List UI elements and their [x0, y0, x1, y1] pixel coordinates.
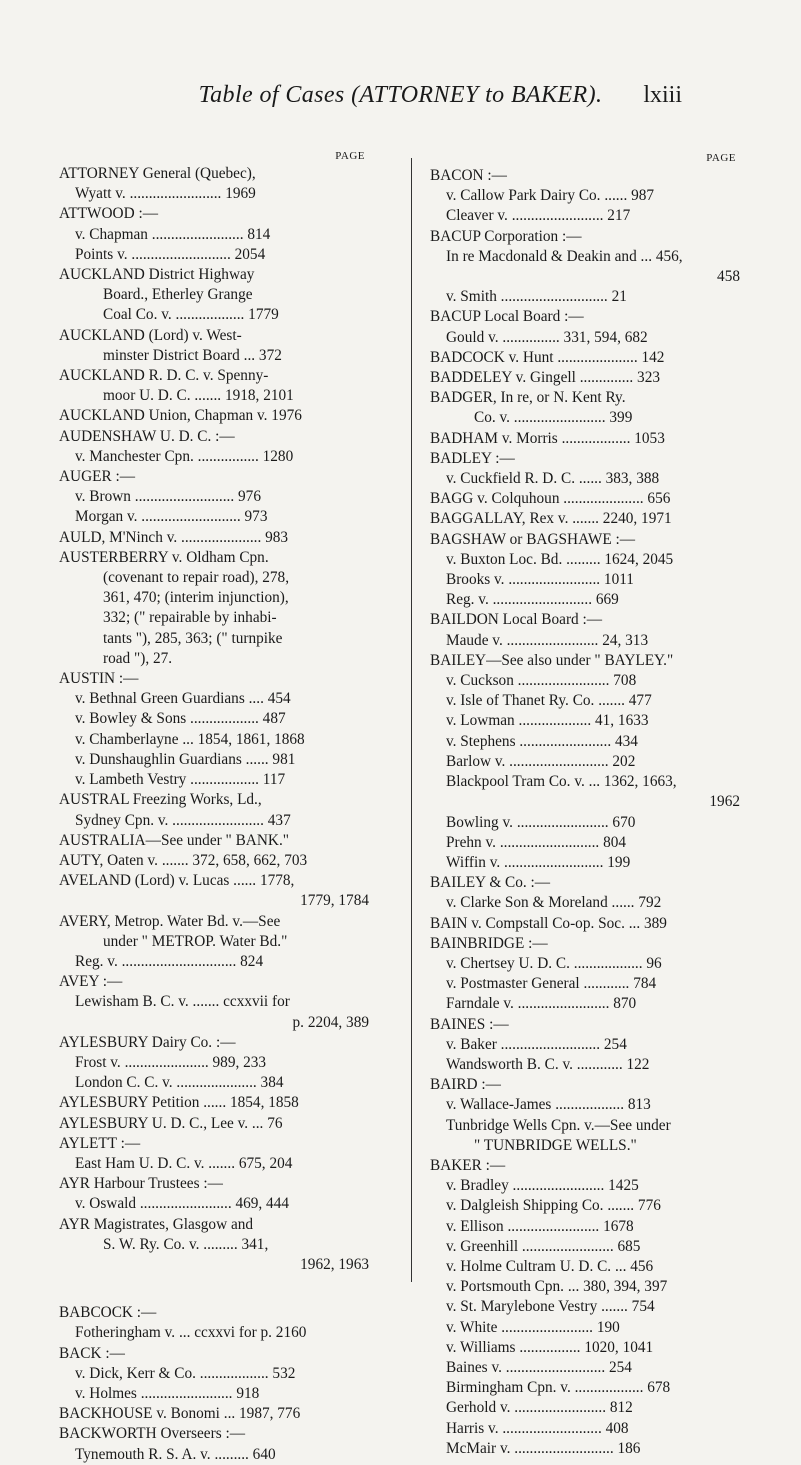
- page-title: Table of Cases (ATTORNEY to BAKER).: [198, 82, 603, 108]
- index-entry: AUCKLAND District Highway: [59, 266, 255, 284]
- index-entry: BACKHOUSE v. Bonomi ... 1987, 776: [59, 1405, 301, 1423]
- index-entry: v. Cuckson ........................ 708: [446, 672, 637, 690]
- index-entry: BADHAM v. Morris .................. 1053: [430, 429, 665, 447]
- index-entry: 1962: [709, 793, 740, 811]
- index-entry: " TUNBRIDGE WELLS.": [474, 1136, 637, 1154]
- index-entry: BAILEY—See also under " BAYLEY.": [430, 651, 674, 669]
- index-entry: AVERY, Metrop. Water Bd. v.—See: [59, 912, 281, 930]
- index-entry: Tunbridge Wells Cpn. v.—See under: [446, 1116, 671, 1134]
- index-entry: p. 2204, 389: [292, 1013, 369, 1031]
- index-entry: AUCKLAND (Lord) v. West-: [59, 326, 242, 344]
- right-page-heading: PAGE: [706, 152, 736, 164]
- index-entry: BADLEY :—: [430, 449, 515, 467]
- index-entry: BAIN v. Compstall Co-op. Soc. ... 389: [430, 914, 667, 932]
- index-entry: v. Baker .......................... 254: [446, 1035, 627, 1053]
- index-entry: BACUP Corporation :—: [430, 227, 582, 245]
- right-column: [430, 150, 740, 1459]
- index-entry: (covenant to repair road), 278,: [103, 569, 290, 587]
- index-entry: Birmingham Cpn. v. .................. 678: [446, 1379, 671, 1397]
- index-entry: Farndale v. ........................ 870: [446, 995, 637, 1013]
- index-entry: Co. v. ........................ 399: [474, 409, 633, 427]
- index-entry: v. Dick, Kerr & Co. .................. 532: [75, 1364, 296, 1382]
- index-entry: Blackpool Tram Co. v. ... 1362, 1663,: [446, 773, 677, 791]
- index-entry: AUGER :—: [59, 468, 136, 486]
- index-entry: v. Chamberlayne ... 1854, 1861, 1868: [75, 730, 305, 748]
- index-entry: Cleaver v. ........................ 217: [446, 207, 631, 225]
- index-entry: v. Holme Cultram U. D. C. ... 456: [446, 1257, 654, 1275]
- index-entry: AUDENSHAW U. D. C. :—: [59, 427, 235, 445]
- index-entry: BAINBRIDGE :—: [430, 934, 548, 952]
- index-entry: v. Lowman ................... 41, 1633: [446, 712, 649, 730]
- column-divider: [411, 158, 412, 1282]
- index-entry: v. Callow Park Dairy Co. ...... 987: [446, 187, 655, 205]
- index-entry: v. Williams ................ 1020, 1041: [446, 1338, 654, 1356]
- index-entry: Reg. v. .......................... 669: [446, 591, 619, 609]
- index-entry: v. Portsmouth Cpn. ... 380, 394, 397: [446, 1278, 668, 1296]
- index-entry: v. Bowley & Sons .................. 487: [75, 710, 286, 728]
- index-entry: v. Ellison ........................ 1678: [446, 1217, 634, 1235]
- index-entry: BAGG v. Colquhoun ..................... 656: [430, 490, 671, 508]
- index-entry: v. Chapman ........................ 814: [75, 225, 271, 243]
- index-entry: 361, 470; (interim injunction),: [103, 589, 289, 607]
- index-entry: v. Clarke Son & Moreland ...... 792: [446, 894, 662, 912]
- index-entry: road "), 27.: [103, 649, 173, 667]
- left-column: [59, 148, 369, 1465]
- index-entry: Prehn v. .......................... 804: [446, 833, 627, 851]
- index-entry: v. Isle of Thanet Ry. Co. ....... 477: [446, 692, 652, 710]
- index-entry: AVEY :—: [59, 973, 123, 991]
- left-page-heading: PAGE: [335, 150, 365, 162]
- index-entry: v. Bethnal Green Guardians .... 454: [75, 690, 291, 708]
- index-entry: under " METROP. Water Bd.": [103, 932, 288, 950]
- index-entry: Tynemouth R. S. A. v. ......... 640: [75, 1445, 276, 1463]
- index-entry: 332; (" repairable by inhabi-: [103, 609, 277, 627]
- index-entry: v. Holmes ........................ 918: [75, 1384, 260, 1402]
- index-entry: v. Bradley ........................ 1425: [446, 1177, 639, 1195]
- index-entry: v. Lambeth Vestry .................. 117: [75, 771, 286, 789]
- index-entry: AUSTIN :—: [59, 670, 139, 688]
- index-entry: Lewisham B. C. v. ....... ccxxvii for: [75, 993, 290, 1011]
- index-entry: Morgan v. .......................... 973: [75, 508, 268, 526]
- index-entry: Gould v. ............... 331, 594, 682: [446, 328, 648, 346]
- index-entry: BACON :—: [430, 167, 507, 184]
- index-entry: Reg. v. .............................. 824: [75, 952, 264, 970]
- page-header: [0, 70, 801, 110]
- index-entry: tants "), 285, 363; (" turnpike: [103, 629, 283, 647]
- index-entry: minster District Board ... 372: [103, 346, 282, 364]
- index-entry: v. Dunshaughlin Guardians ...... 981: [75, 750, 296, 768]
- index-entry: v. Oswald ........................ 469, 444: [75, 1195, 290, 1213]
- index-entry: ATTORNEY General (Quebec),: [59, 165, 256, 182]
- index-entry: BAILDON Local Board :—: [430, 611, 603, 629]
- index-entry: BAINES :—: [430, 1015, 509, 1033]
- index-entry: AYLESBURY Petition ...... 1854, 1858: [59, 1094, 299, 1112]
- index-entry: BACKWORTH Overseers :—: [59, 1425, 246, 1443]
- index-entry: BAGGALLAY, Rex v. ....... 2240, 1971: [430, 510, 672, 528]
- index-entry: Harris v. .......................... 408: [446, 1419, 629, 1437]
- index-entry: AYR Harbour Trustees :—: [59, 1175, 223, 1193]
- index-entry: BAILEY & Co. :—: [430, 874, 551, 892]
- index-entry: S. W. Ry. Co. v. ......... 341,: [103, 1235, 269, 1253]
- page-number: lxiii: [643, 82, 682, 108]
- index-entry: v. Postmaster General ............ 784: [446, 975, 657, 993]
- index-entry: AUSTRALIA—See under " BANK.": [59, 831, 290, 849]
- index-entry: AUCKLAND Union, Chapman v. 1976: [59, 407, 302, 425]
- index-entry: v. Greenhill ........................ 685: [446, 1237, 641, 1255]
- index-entry: v. Smith ............................ 21: [446, 288, 627, 306]
- index-entry: v. White ........................ 190: [446, 1318, 620, 1336]
- index-entry: Coal Co. v. .................. 1779: [103, 306, 279, 324]
- index-entry: ATTWOOD :—: [59, 205, 158, 223]
- index-entry: AUSTRAL Freezing Works, Ld.,: [59, 791, 262, 809]
- index-entry: v. Stephens ........................ 434: [446, 732, 638, 750]
- index-entry: East Ham U. D. C. v. ....... 675, 204: [75, 1154, 293, 1172]
- index-entry: AULD, M'Ninch v. ..................... 983: [59, 528, 289, 546]
- index-entry: Points v. .......................... 2054: [75, 245, 266, 263]
- index-entry: v. Dalgleish Shipping Co. ....... 776: [446, 1197, 661, 1215]
- index-entry: Wiffin v. .......................... 199: [446, 853, 631, 871]
- index-entry: v. Brown .......................... 976: [75, 488, 261, 506]
- index-entry: AUCKLAND R. D. C. v. Spenny-: [59, 367, 269, 385]
- index-entry: 1962, 1963: [300, 1255, 369, 1273]
- index-entry: v. St. Marylebone Vestry ....... 754: [446, 1298, 655, 1316]
- index-entry: 1779, 1784: [300, 892, 369, 910]
- index-entry: Wandsworth B. C. v. ............ 122: [446, 1055, 650, 1073]
- index-entry: BADGER, In re, or N. Kent Ry.: [430, 389, 626, 407]
- index-entry: AYLESBURY U. D. C., Lee v. ... 76: [59, 1114, 283, 1132]
- index-entry: AYLETT :—: [59, 1134, 141, 1152]
- index-entry: AUSTERBERRY v. Oldham Cpn.: [59, 548, 269, 566]
- index-entry: AYR Magistrates, Glasgow and: [59, 1215, 254, 1233]
- index-entry: v. Manchester Cpn. ................ 1280: [75, 447, 294, 465]
- index-entry: Wyatt v. ........................ 1969: [75, 185, 256, 203]
- index-entry: 458: [717, 268, 740, 286]
- index-entry: v. Buxton Loc. Bd. ......... 1624, 2045: [446, 550, 674, 568]
- index-entry: moor U. D. C. ....... 1918, 2101: [103, 387, 294, 405]
- index-entry: McMair v. .......................... 186: [446, 1439, 641, 1457]
- index-entry: BAGSHAW or BAGSHAWE :—: [430, 530, 636, 548]
- index-entry: AVELAND (Lord) v. Lucas ...... 1778,: [59, 872, 295, 890]
- index-entry: v. Wallace-James .................. 813: [446, 1096, 651, 1114]
- index-entry: v. Cuckfield R. D. C. ...... 383, 388: [446, 470, 660, 488]
- index-entry: v. Chertsey U. D. C. .................. 96: [446, 954, 662, 972]
- index-entry: AYLESBURY Dairy Co. :—: [59, 1033, 236, 1051]
- index-entry: Sydney Cpn. v. ........................ 437: [75, 811, 291, 829]
- index-entry: In re Macdonald & Deakin and ... 456,: [446, 247, 683, 265]
- index-entry: Frost v. ...................... 989, 233: [75, 1053, 267, 1071]
- index-entry: Baines v. .......................... 254: [446, 1358, 632, 1376]
- index-entry: Fotheringham v. ... ccxxvi for p. 2160: [75, 1324, 307, 1342]
- index-entry: Bowling v. ........................ 670: [446, 813, 636, 831]
- index-entry: BACUP Local Board :—: [430, 308, 584, 326]
- index-entry: Maude v. ........................ 24, 313: [446, 631, 649, 649]
- index-entry: Brooks v. ........................ 1011: [446, 571, 634, 589]
- index-entry: Board., Etherley Grange: [103, 286, 253, 304]
- index-entry: [59, 1275, 369, 1303]
- index-entry: Gerhold v. ........................ 812: [446, 1399, 633, 1417]
- index-entry: BADDELEY v. Gingell .............. 323: [430, 369, 660, 387]
- index-entry: BABCOCK :—: [59, 1304, 157, 1322]
- index-entry: BAKER :—: [430, 1156, 506, 1174]
- index-entry: BADCOCK v. Hunt ..................... 142: [430, 348, 665, 366]
- index-entry: AUTY, Oaten v. ....... 372, 658, 662, 703: [59, 851, 308, 869]
- index-entry: BACK :—: [59, 1344, 125, 1362]
- index-entry: Barlow v. .......................... 202: [446, 752, 636, 770]
- index-entry: London C. C. v. ..................... 384: [75, 1074, 284, 1092]
- index-entry: BAIRD :—: [430, 1076, 501, 1094]
